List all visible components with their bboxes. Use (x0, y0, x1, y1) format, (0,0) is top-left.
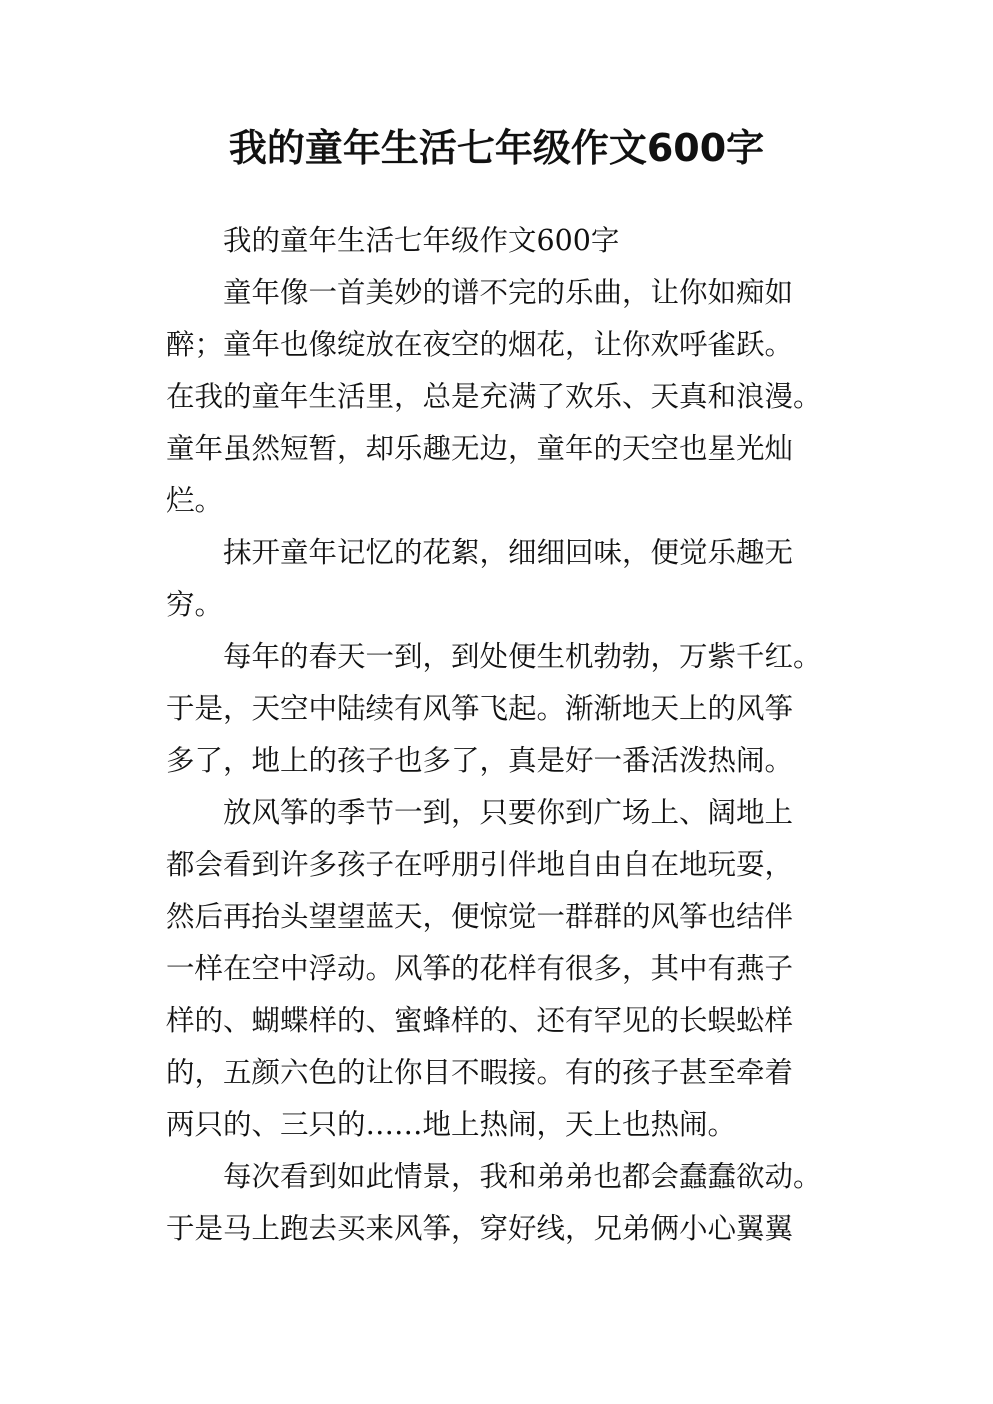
paragraph: 抹开童年记忆的花絮，细细回味，便觉乐趣无 穷。 (166, 536, 794, 621)
document-body (166, 215, 846, 1255)
document-title: 我的童年生活七年级作文600字 (228, 126, 765, 170)
paragraph: 每年的春天一到，到处便生机勃勃，万紫千红。 于是，天空中陆续有风筝飞起。渐渐地天上的风筝 多了，地上的孩子也多了，真是好一番活泼热闹。 (166, 640, 822, 777)
paragraph: 我的童年生活七年级作文600字 (223, 224, 620, 257)
paragraph: 童年像一首美妙的谱不完的乐曲，让你如痴如 醉；童年也像绽放在夜空的烟花，让你欢呼雀跃。 在我的童年生活里，总是充满了欢乐、天真和浪漫。 童年虽然短暂，却乐趣无边，童年的天空也星光灿 烂。 (166, 276, 822, 517)
paragraph: 每次看到如此情景，我和弟弟也都会蠢蠢欲动。 于是马上跑去买来风筝，穿好线，兄弟俩小心翼翼 (166, 1160, 822, 1245)
paragraph: 放风筝的季节一到，只要你到广场上、阔地上 都会看到许多孩子在呼朋引伴地自由自在地玩耍， 然后再抬头望望蓝天，便惊觉一群群的风筝也结伴 一样在空中浮动。风筝的花样有很多，其中有燕子 样的、蝴蝶样的、蜜蜂样的、还有罕见的长蜈蚣样 的，五颜六色的让你目不暇接。有的孩子甚至牵着 两只的、三只的……地上热闹，天上也热闹。 (166, 796, 794, 1141)
